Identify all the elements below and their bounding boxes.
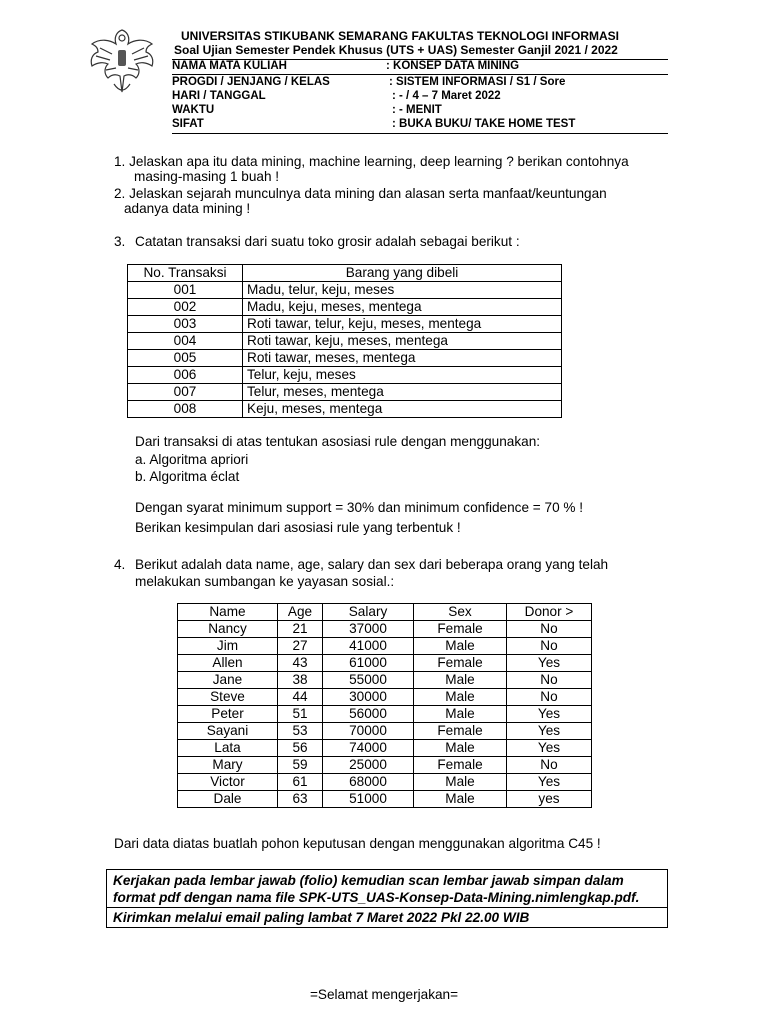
- question-3-condition: Dengan syarat minimum support = 30% dan minimum confidence = 70 % !: [135, 500, 584, 515]
- submission-instruction: Kerjakan pada lembar jawab (folio) kemudian scan lembar jawab simpan dalam format pdf dengan nama file SPK-UTS_UAS-Konsep-Data-Mining.nimlengkap.pdf.: [107, 870, 667, 908]
- table-row: [128, 401, 562, 418]
- cell-donor: Yes: [507, 774, 592, 791]
- header-divider: [172, 74, 668, 75]
- question-3-task: Dari transaksi di atas tentukan asosiasi rule dengan menggunakan:: [135, 434, 541, 449]
- cell-salary: 61000: [323, 655, 414, 672]
- cell-age: 51: [278, 706, 323, 723]
- meta-value-course: : KONSEP DATA MINING: [386, 60, 520, 72]
- column-header: No. Transaksi: [128, 265, 243, 282]
- cell-donor: No: [507, 672, 592, 689]
- cell-sex: Male: [414, 774, 507, 791]
- cell-age: 43: [278, 655, 323, 672]
- cell-sex: Male: [414, 791, 507, 808]
- university-title: UNIVERSITAS STIKUBANK SEMARANG FAKULTAS TEKNOLOGI INFORMASI: [181, 29, 619, 43]
- column-header: Salary: [323, 604, 414, 621]
- table-row: [178, 774, 592, 791]
- university-logo: [86, 22, 158, 98]
- meta-label-nature: SIFAT: [172, 118, 204, 130]
- table-row: [178, 689, 592, 706]
- cell-name: Peter: [178, 706, 278, 723]
- table-row: [178, 757, 592, 774]
- question-1-line-2: masing-masing 1 buah !: [134, 169, 280, 184]
- transaction-items: Roti tawar, telur, keju, meses, mentega: [243, 316, 562, 333]
- exam-title: Soal Ujian Semester Pendek Khusus (UTS + UAS) Semester Ganjil 2021 / 2022: [174, 43, 618, 57]
- table-row: [178, 672, 592, 689]
- table-row: [178, 621, 592, 638]
- table-row: [178, 706, 592, 723]
- transaction-items: Telur, keju, meses: [243, 367, 562, 384]
- cell-name: Allen: [178, 655, 278, 672]
- column-header: Sex: [414, 604, 507, 621]
- cell-donor: Yes: [507, 723, 592, 740]
- question-4-number: 4.: [114, 557, 126, 572]
- question-4-task: Dari data diatas buatlah pohon keputusan dengan menggunakan algoritma C45 !: [114, 836, 601, 851]
- question-1-line-1: 1. Jelaskan apa itu data mining, machine learning, deep learning ? berikan contohnya: [114, 154, 629, 169]
- meta-label-time: WAKTU: [172, 104, 215, 116]
- table-row: [128, 333, 562, 350]
- cell-sex: Male: [414, 706, 507, 723]
- cell-age: 27: [278, 638, 323, 655]
- table-header-row: [128, 265, 562, 282]
- cell-name: Steve: [178, 689, 278, 706]
- cell-sex: Female: [414, 621, 507, 638]
- cell-name: Victor: [178, 774, 278, 791]
- cell-salary: 68000: [323, 774, 414, 791]
- column-header: Name: [178, 604, 278, 621]
- cell-donor: No: [507, 621, 592, 638]
- meta-value-date: : - / 4 – 7 Maret 2022: [392, 90, 501, 102]
- transaction-items: Telur, meses, mentega: [243, 384, 562, 401]
- cell-name: Dale: [178, 791, 278, 808]
- question-2-line-1: 2. Jelaskan sejarah munculnya data mining dan alasan serta manfaat/keuntungan: [114, 186, 607, 201]
- closing-text: =Selamat mengerjakan=: [309, 987, 459, 1002]
- cell-age: 21: [278, 621, 323, 638]
- column-header: Barang yang dibeli: [243, 265, 562, 282]
- transaction-no: 006: [128, 367, 243, 384]
- cell-name: Jim: [178, 638, 278, 655]
- cell-donor: No: [507, 757, 592, 774]
- cell-name: Lata: [178, 740, 278, 757]
- cell-name: Nancy: [178, 621, 278, 638]
- cell-sex: Male: [414, 672, 507, 689]
- question-3-number: 3.: [114, 234, 126, 249]
- table-row: [178, 723, 592, 740]
- cell-donor: No: [507, 689, 592, 706]
- cell-age: 53: [278, 723, 323, 740]
- transaction-items: Keju, meses, mentega: [243, 401, 562, 418]
- cell-age: 56: [278, 740, 323, 757]
- cell-name: Mary: [178, 757, 278, 774]
- table-row: [178, 655, 592, 672]
- cell-salary: 74000: [323, 740, 414, 757]
- meta-value-nature: : BUKA BUKU/ TAKE HOME TEST: [392, 118, 576, 130]
- cell-donor: Yes: [507, 655, 592, 672]
- cell-name: Jane: [178, 672, 278, 689]
- table-row: [128, 350, 562, 367]
- table-row: [128, 299, 562, 316]
- cell-salary: 41000: [323, 638, 414, 655]
- donor-table: [177, 603, 592, 808]
- cell-name: Sayani: [178, 723, 278, 740]
- table-row: [178, 791, 592, 808]
- meta-value-time: : - MENIT: [392, 104, 442, 116]
- transaction-items: Madu, telur, keju, meses: [243, 282, 562, 299]
- meta-value-program: : SISTEM INFORMASI / S1 / Sore: [389, 76, 566, 88]
- question-4-line-2: melakukan sumbangan ke yayasan sosial.:: [135, 574, 395, 589]
- transaction-no: 003: [128, 316, 243, 333]
- cell-donor: yes: [507, 791, 592, 808]
- column-header: Donor >: [507, 604, 592, 621]
- option-a: a. Algoritma apriori: [135, 452, 249, 467]
- submission-note-box: [106, 869, 668, 928]
- cell-age: 44: [278, 689, 323, 706]
- cell-sex: Female: [414, 655, 507, 672]
- cell-donor: Yes: [507, 706, 592, 723]
- transactions-table: [127, 264, 562, 418]
- option-b: b. Algoritma éclat: [135, 469, 240, 484]
- question-4-line-1: Berikut adalah data name, age, salary dan sex dari beberapa orang yang telah: [135, 557, 609, 572]
- cell-salary: 25000: [323, 757, 414, 774]
- cell-sex: Female: [414, 757, 507, 774]
- cell-age: 61: [278, 774, 323, 791]
- table-row: [128, 384, 562, 401]
- cell-sex: Male: [414, 638, 507, 655]
- meta-label-course: NAMA MATA KULIAH: [172, 60, 287, 72]
- table-row: [128, 282, 562, 299]
- meta-label-date: HARI / TANGGAL: [172, 90, 266, 102]
- column-header: Age: [278, 604, 323, 621]
- transaction-items: Roti tawar, meses, mentega: [243, 350, 562, 367]
- transaction-no: 008: [128, 401, 243, 418]
- table-row: [128, 367, 562, 384]
- cell-age: 63: [278, 791, 323, 808]
- table-row: [178, 740, 592, 757]
- submission-deadline: Kirimkan melalui email paling lambat 7 Maret 2022 Pkl 22.00 WIB: [113, 910, 530, 925]
- transaction-no: 002: [128, 299, 243, 316]
- cell-salary: 70000: [323, 723, 414, 740]
- cell-salary: 37000: [323, 621, 414, 638]
- table-row: [178, 638, 592, 655]
- cell-sex: Female: [414, 723, 507, 740]
- transaction-no: 004: [128, 333, 243, 350]
- question-3-intro: Catatan transaksi dari suatu toko grosir adalah sebagai berikut :: [135, 234, 520, 249]
- garuda-emblem-icon: [86, 22, 158, 98]
- header-divider: [172, 133, 668, 134]
- transaction-no: 001: [128, 282, 243, 299]
- cell-salary: 55000: [323, 672, 414, 689]
- cell-salary: 30000: [323, 689, 414, 706]
- transaction-no: 007: [128, 384, 243, 401]
- transaction-items: Roti tawar, keju, meses, mentega: [243, 333, 562, 350]
- cell-sex: Male: [414, 740, 507, 757]
- table-row: [128, 316, 562, 333]
- cell-age: 38: [278, 672, 323, 689]
- transaction-items: Madu, keju, meses, mentega: [243, 299, 562, 316]
- transaction-no: 005: [128, 350, 243, 367]
- table-header-row: [178, 604, 592, 621]
- cell-donor: Yes: [507, 740, 592, 757]
- meta-label-program: PROGDI / JENJANG / KELAS: [172, 76, 330, 88]
- cell-salary: 51000: [323, 791, 414, 808]
- question-2-line-2: adanya data mining !: [124, 201, 251, 216]
- cell-age: 59: [278, 757, 323, 774]
- cell-sex: Male: [414, 689, 507, 706]
- cell-donor: No: [507, 638, 592, 655]
- cell-salary: 56000: [323, 706, 414, 723]
- question-3-conclusion: Berikan kesimpulan dari asosiasi rule yang terbentuk !: [135, 520, 461, 535]
